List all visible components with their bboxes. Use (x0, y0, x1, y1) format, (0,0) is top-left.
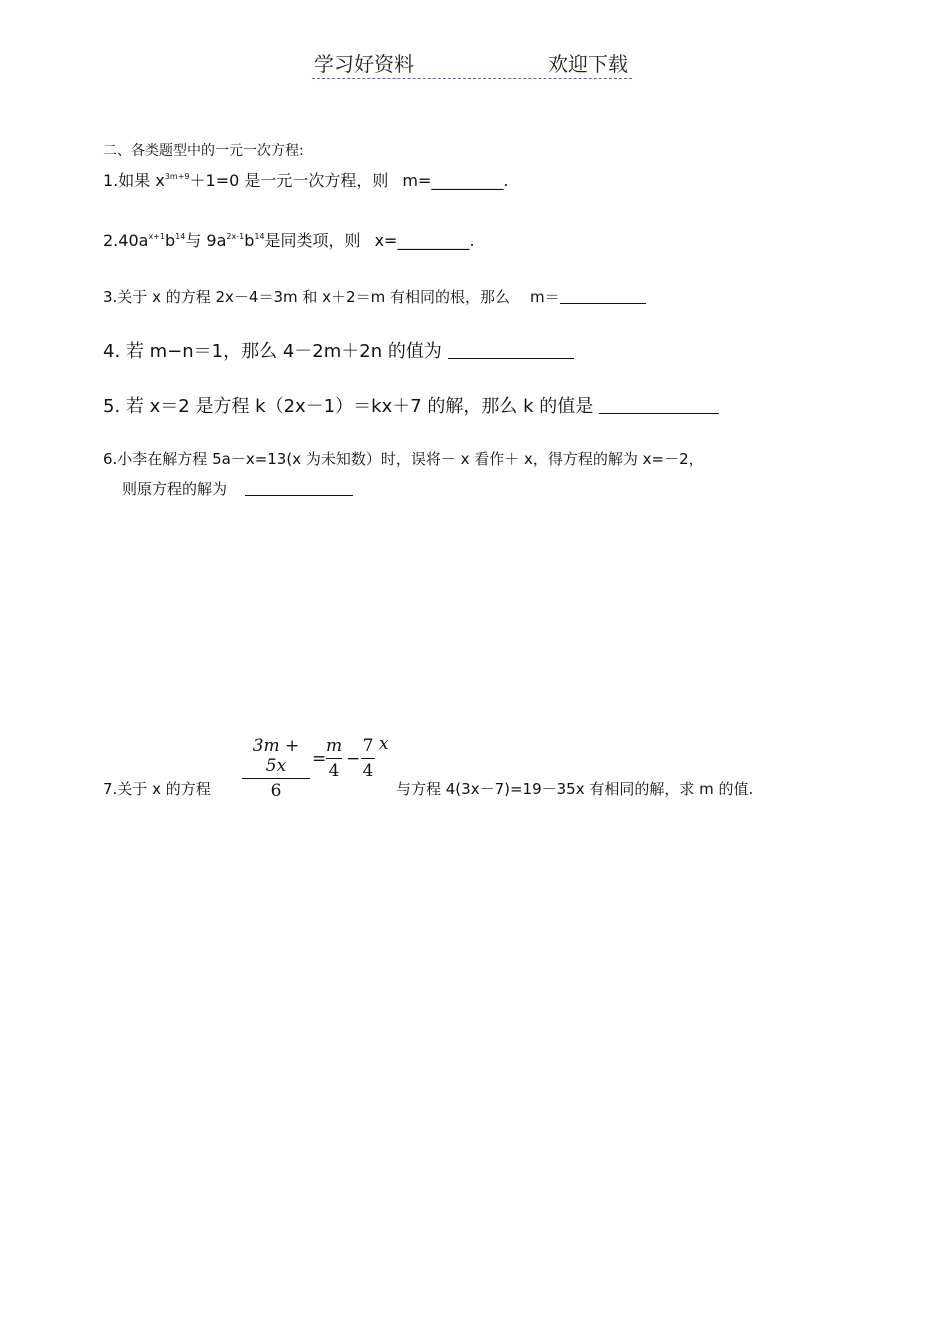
q3-answer-blank[interactable] (560, 289, 646, 304)
q7-variable-x: x (379, 734, 389, 754)
question-6-line-1: 6.小李在解方程 5a－x=13(x 为未知数）时，误将－ x 看作＋ x，得方程的解为 x=－2， (103, 450, 704, 468)
q1-answer-blank: m=_________. (402, 171, 509, 190)
q7-suffix: 与方程 4(3x－7)=19－35x 有相同的解，求 m 的值. (396, 780, 754, 798)
q2-exp4: 14 (254, 232, 265, 241)
q7-fraction-1 (242, 736, 310, 801)
q2-part2: b (164, 231, 176, 250)
q4-answer-blank[interactable] (448, 342, 574, 359)
q2-part1: 2.40a (103, 231, 149, 250)
q7-equals-sign: = (312, 749, 327, 769)
header-left-text: 学习好资料 (314, 52, 414, 76)
q7-frac2-numerator: m (326, 736, 343, 756)
q7-frac2-denominator: 4 (328, 761, 340, 781)
page-header (312, 46, 632, 79)
q4-text: 4. 若 m−n＝1，那么 4－2m＋2n 的值为 (103, 341, 442, 362)
question-3 (103, 286, 646, 307)
q1-prefix: 1.如果 x (103, 171, 165, 190)
question-1 (103, 168, 508, 191)
q7-frac1-numerator: 3m + 5x (252, 736, 300, 776)
q7-fraction-2 (326, 736, 342, 781)
q5-text: 5. 若 x＝2 是方程 k（2x－1）＝kx＋7 的解，那么 k 的值是 (103, 396, 594, 417)
q2-part3: 与 9a (185, 231, 227, 250)
q7-fraction-3 (361, 736, 375, 781)
q2-answer-blank: x=_________. (374, 231, 475, 250)
q6-answer-blank[interactable] (245, 481, 353, 496)
q2-exp1: x+1 (148, 232, 165, 241)
q3-answer-label: m＝ (529, 288, 560, 306)
header-right-text: 欢迎下载 (548, 52, 628, 76)
question-5 (103, 392, 719, 418)
q3-text: 3.关于 x 的方程 2x－4＝3m 和 x＋2＝m 有相同的根，那么 (103, 288, 510, 306)
q2-exp2: 14 (175, 232, 186, 241)
q7-equation-image (240, 734, 400, 801)
q7-minus-sign: − (346, 749, 361, 769)
q7-frac3-denominator: 4 (362, 761, 374, 781)
q2-part5: 是同类项，则 (264, 231, 361, 250)
q6-line2-text: 则原方程的解为 (122, 480, 228, 498)
q2-part4: b (244, 231, 255, 250)
q7-frac1-denominator: 6 (270, 781, 282, 801)
question-2 (103, 228, 475, 251)
question-4 (103, 337, 574, 363)
q5-answer-blank[interactable] (599, 397, 719, 414)
q2-exp3: 2x-1 (226, 232, 245, 241)
q7-prefix: 7.关于 x 的方程 (103, 780, 211, 798)
section-title: 二、各类题型中的一元一次方程: (103, 143, 304, 159)
question-6-line-2 (122, 478, 353, 499)
q1-exponent: 3m+9 (164, 172, 190, 181)
q1-suffix: ＋1=0 是一元一次方程，则 (189, 171, 389, 190)
q7-frac3-numerator: 7 (362, 736, 374, 756)
